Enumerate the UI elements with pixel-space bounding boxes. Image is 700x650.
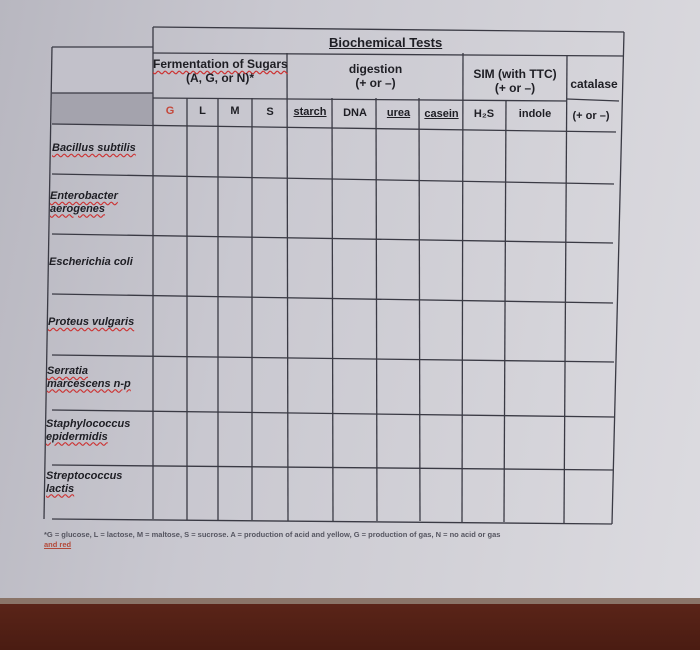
organism-label: Bacillus subtilis [52,142,136,154]
table-top-border [153,27,624,32]
fermentation-header-line1: Fermentation of Sugars [153,57,288,71]
catalase-header: catalase [570,77,618,91]
subheader-casein: casein [424,108,459,120]
subheader-indole: indole [518,108,552,120]
blank-header-cell [52,47,153,93]
table-left-border [44,47,52,519]
sim-header-line1: SIM (with TTC) [473,67,557,81]
digestion-header [332,63,419,91]
subheader-dna: DNA [343,107,367,119]
subheader-l: L [199,105,206,117]
table-title: Biochemical Tests [329,35,443,50]
organism-label: Enterobacter aerogenes [50,190,118,215]
organism-label: Proteus vulgaris [48,316,135,328]
organism-label: Streptococcus lactis [46,470,123,495]
footnote [44,530,604,550]
fermentation-header-line2: (A, G, or N)* [186,70,254,85]
organism-label: Staphylococcus epidermidis [46,418,131,443]
sim-header-line2: (+ or –) [494,80,536,95]
footnote-line2: and red [44,540,72,550]
blank-subheader-cell [52,93,153,124]
organism-label: Escherichia coli [49,256,133,268]
fermentation-header [153,58,287,86]
table-right-border [612,32,624,524]
sim-header [463,68,567,96]
subheader-starch: starch [293,106,327,118]
digestion-header-line1: digestion [348,62,403,76]
subheader-g: G [165,105,175,117]
subheader-m: M [230,105,240,117]
digestion-header-line2: (+ or –) [355,75,396,90]
footnote-line1: *G = glucose, L = lactose, M = maltose, S = sucrose. A = production of acid and yellow, G = production of gas, N = no acid or gas [44,530,501,539]
subheader-h2s: H₂S [473,108,495,120]
subheader-urea: urea [386,107,411,119]
subheader-s: S [266,106,274,118]
table-bottom-border [52,519,612,524]
subheader-catalase-sign: (+ or –) [572,110,610,122]
organism-label: Serratia marcescens n-p [47,365,131,390]
desk-surface [0,604,700,650]
